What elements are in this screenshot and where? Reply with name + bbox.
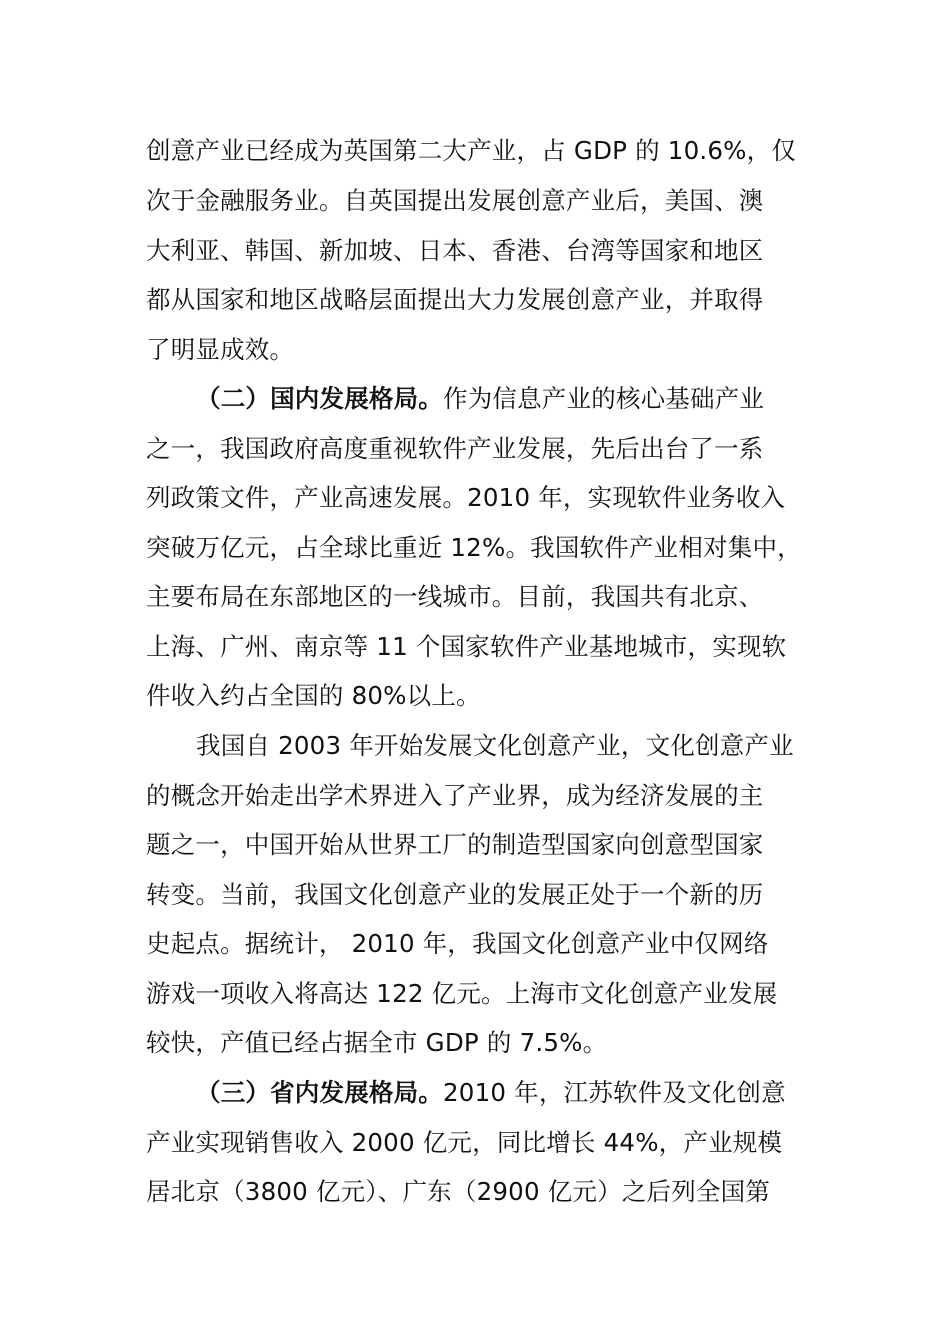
text-line: 列政策文件，产业高速发展。2010 年，实现软件业务收入 — [146, 483, 786, 512]
text-line: 都从国家和地区战略层面提出大力发展创意产业，并取得 — [146, 285, 764, 314]
text-line: 较快，产值已经占据全市 GDP 的 7.5%。 — [146, 1028, 608, 1057]
text-line: 大利亚、韩国、新加坡、日本、香港、台湾等国家和地区 — [146, 236, 764, 265]
text-line: 件收入约占全国的 80%以上。 — [146, 681, 481, 710]
text-line: 的概念开始走出学术界进入了产业界，成为经济发展的主 — [146, 781, 764, 810]
text-line: 转变。当前，我国文化创意产业的发展正处于一个新的历 — [146, 880, 764, 909]
text-line: 之一，我国政府高度重视软件产业发展，先后出台了一系 — [146, 434, 764, 463]
paragraph-first-line: 我国自 2003 年开始发展文化创意产业，文化创意产业 — [196, 731, 794, 760]
section-2-heading: （二）国内发展格局。 — [196, 384, 443, 413]
section-3-heading: （三）省内发展格局。 — [196, 1078, 443, 1107]
text-line: 创意产业已经成为英国第二大产业，占 GDP 的 10.6%，仅 — [146, 136, 797, 165]
text-line: 突破万亿元，占全球比重近 12%。我国软件产业相对集中， — [146, 533, 802, 562]
text-line: 次于金融服务业。自英国提出发展创意产业后，美国、澳 — [146, 186, 764, 215]
section-2-first-line — [196, 374, 764, 424]
text-line: 史起点。据统计， 2010 年，我国文化创意产业中仅网络 — [146, 929, 769, 958]
text-line: 上海、广州、南京等 11 个国家软件产业基地城市，实现软 — [146, 632, 787, 661]
text-line: 游戏一项收入将高达 122 亿元。上海市文化创意产业发展 — [146, 979, 778, 1008]
section-3-first-line — [196, 1068, 786, 1118]
text-line: 居北京（3800 亿元）、广东（2900 亿元）之后列全国第 — [146, 1177, 771, 1206]
text-line: 产业实现销售收入 2000 亿元，同比增长 44%，产业规模 — [146, 1128, 783, 1157]
text-line: 了明显成效。 — [146, 335, 295, 364]
section-2-text: 作为信息产业的核心基础产业 — [443, 384, 765, 413]
text-line: 题之一，中国开始从世界工厂的制造型国家向创意型国家 — [146, 830, 764, 859]
section-3-text: 2010 年，江苏软件及文化创意 — [443, 1078, 786, 1107]
text-line: 主要布局在东部地区的一线城市。目前，我国共有北京、 — [146, 582, 764, 611]
